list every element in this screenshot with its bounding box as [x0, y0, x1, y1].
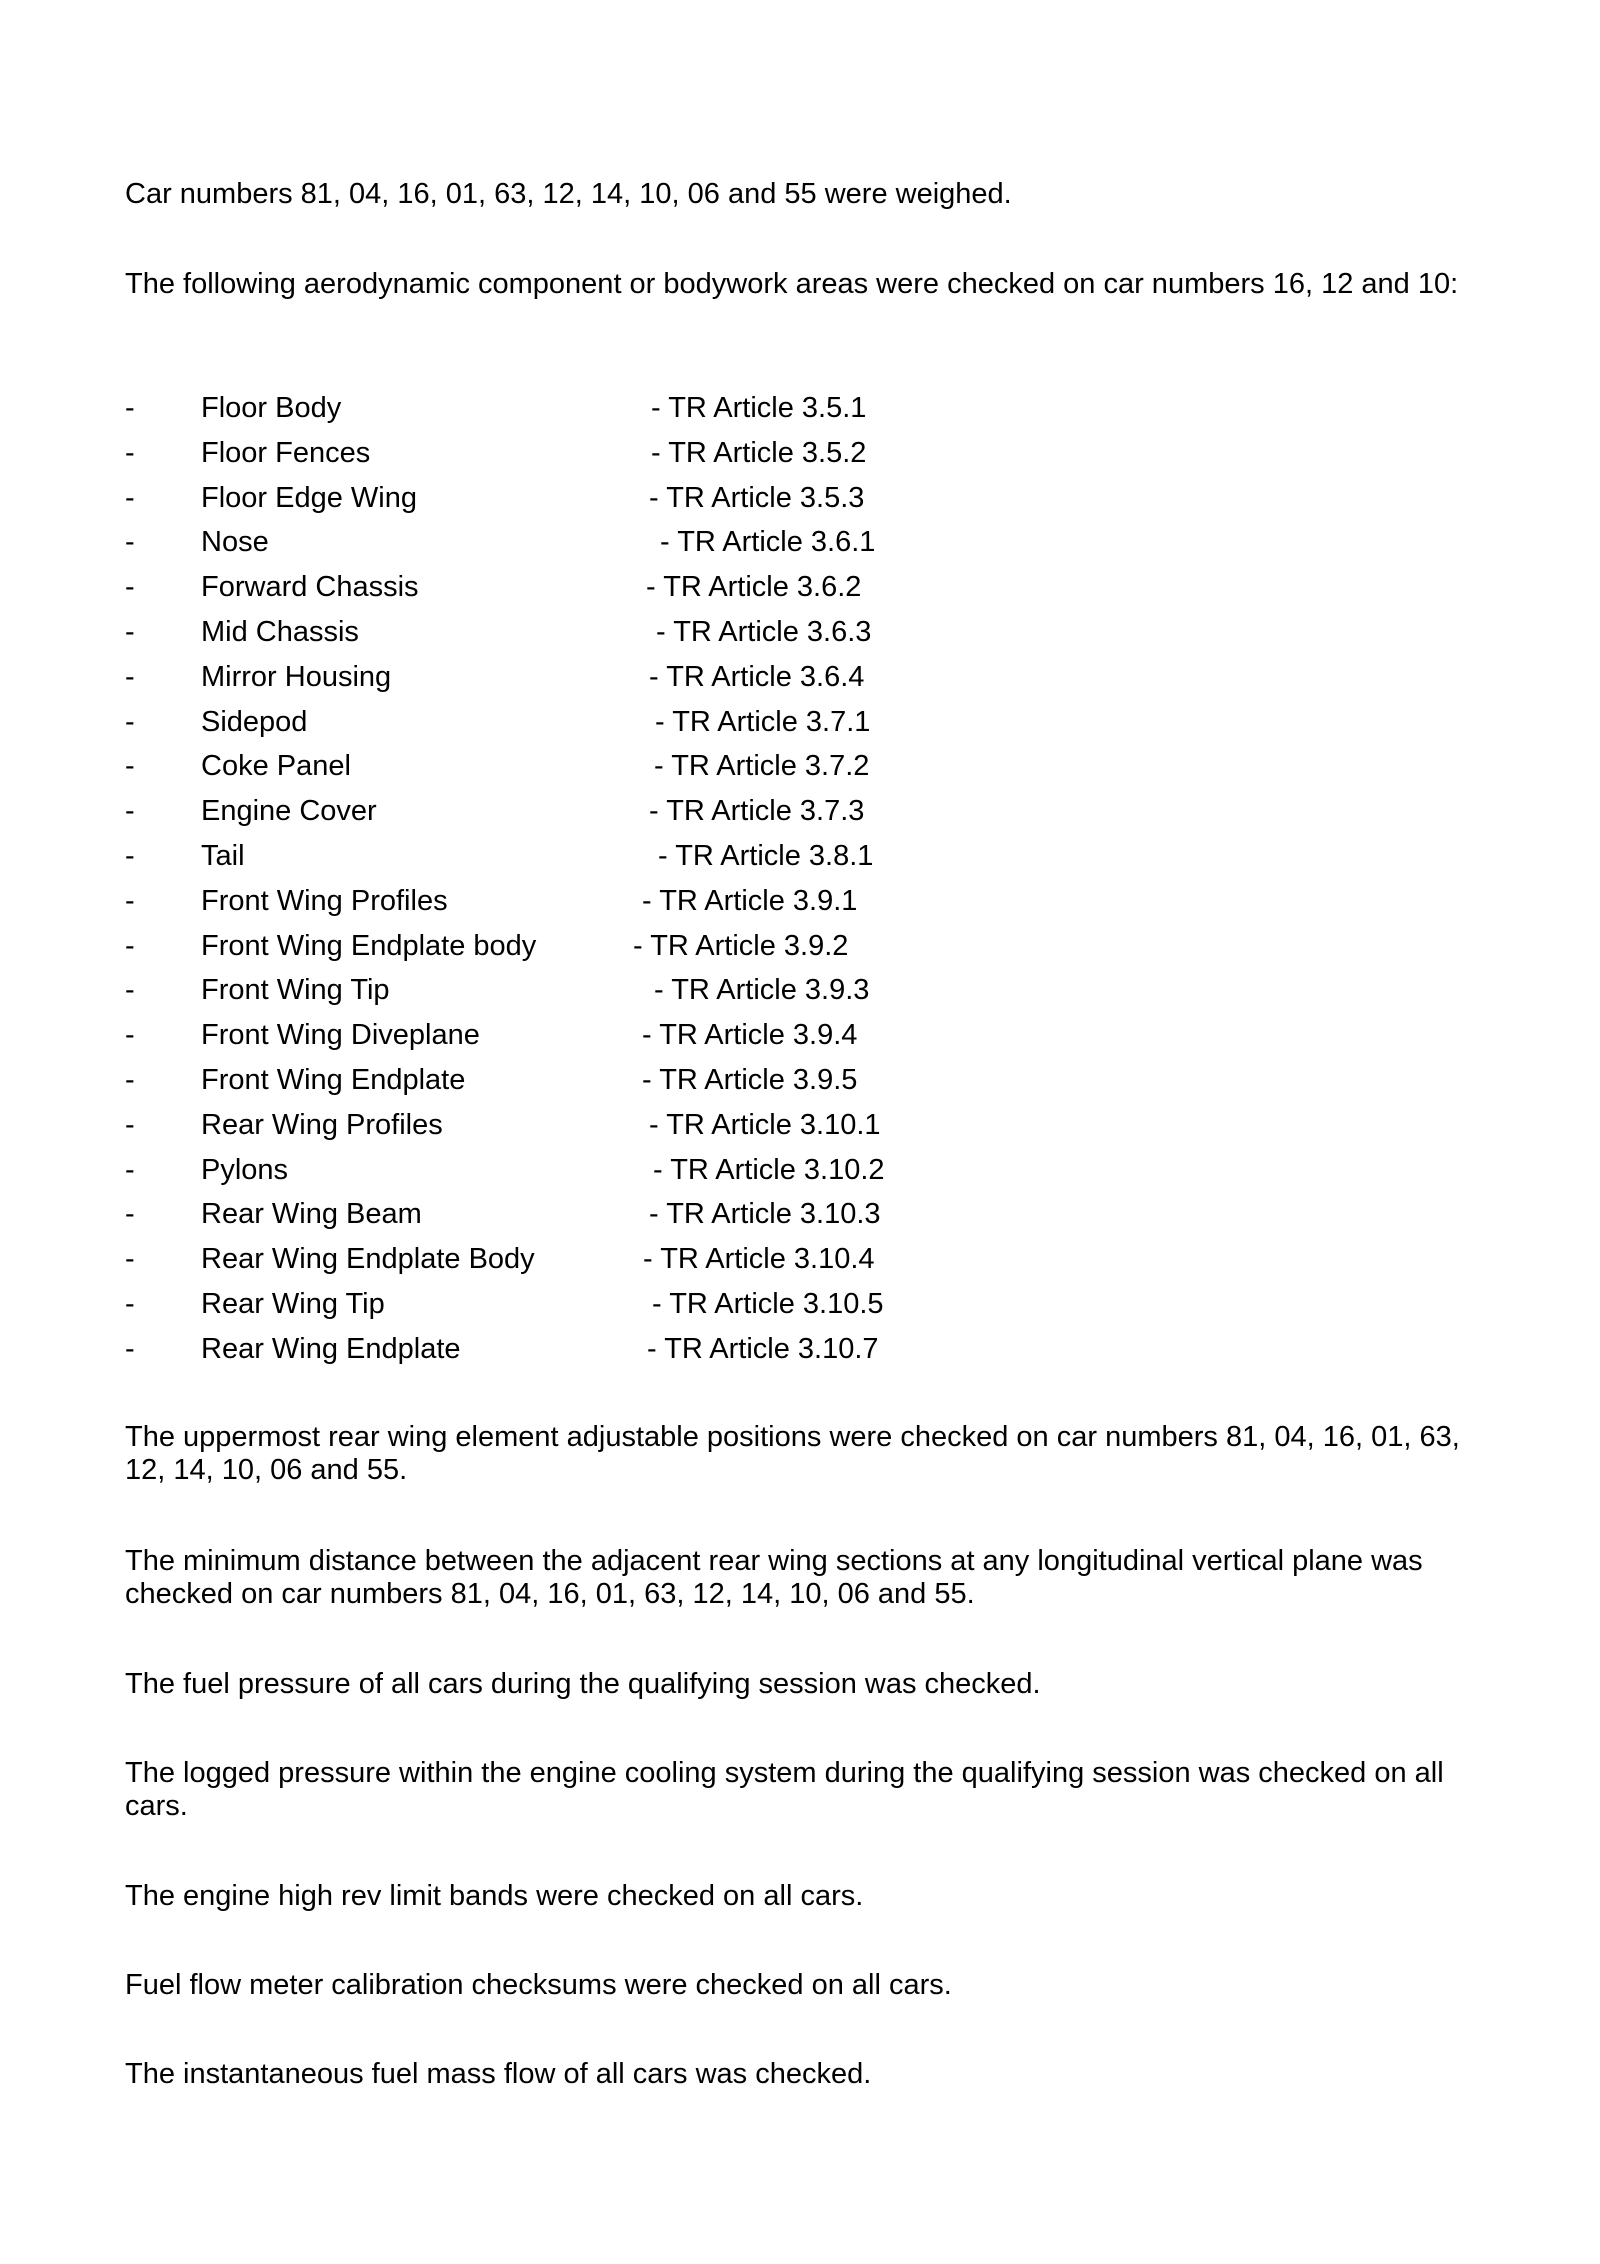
list-item — [125, 706, 1025, 751]
list-item — [125, 1243, 1025, 1288]
bullet-dash: - — [125, 615, 135, 648]
aero-component-list — [125, 392, 1025, 1378]
component-name: Rear Wing Profiles — [201, 1108, 443, 1141]
component-name: Front Wing Diveplane — [201, 1019, 480, 1052]
article-reference: - TR Article 3.5.3 — [649, 481, 865, 514]
component-name: Rear Wing Endplate — [201, 1332, 461, 1365]
component-name: Mid Chassis — [201, 615, 359, 648]
component-name: Front Wing Endplate body — [201, 929, 537, 962]
list-item — [125, 616, 1025, 661]
weighed-paragraph: Car numbers 81, 04, 16, 01, 63, 12, 14, 10, 06 and 55 were weighed. — [125, 178, 1012, 210]
component-name: Nose — [201, 526, 269, 559]
rear-wing-positions-paragraph: The uppermost rear wing element adjustable positions were checked on car numbers 81, 04, 16, 01, 63, 12, 14, 10, 06 and 55. — [125, 1421, 1460, 1486]
bullet-dash: - — [125, 750, 135, 783]
bullet-dash: - — [125, 1243, 135, 1276]
bullet-dash: - — [125, 526, 135, 559]
bullet-dash: - — [125, 1332, 135, 1365]
article-reference: - TR Article 3.10.7 — [647, 1332, 879, 1365]
fuel-mass-flow-paragraph: The instantaneous fuel mass flow of all cars was checked. — [125, 2058, 872, 2090]
list-item — [125, 840, 1025, 885]
fuel-flow-meter-paragraph: Fuel flow meter calibration checksums were checked on all cars. — [125, 1969, 952, 2001]
list-item — [125, 482, 1025, 527]
component-name: Mirror Housing — [201, 660, 392, 693]
component-name: Front Wing Endplate — [201, 1063, 466, 1096]
article-reference: - TR Article 3.10.4 — [643, 1243, 875, 1276]
component-name: Front Wing Tip — [201, 974, 390, 1007]
component-name: Floor Fences — [201, 436, 371, 469]
list-item — [125, 1064, 1025, 1109]
component-name: Tail — [201, 839, 245, 872]
component-name: Floor Edge Wing — [201, 481, 417, 514]
article-reference: - TR Article 3.7.2 — [654, 750, 870, 783]
list-item — [125, 571, 1025, 616]
bullet-dash: - — [125, 660, 135, 693]
component-name: Engine Cover — [201, 795, 377, 828]
article-reference: - TR Article 3.9.2 — [633, 929, 849, 962]
component-name: Forward Chassis — [201, 571, 419, 604]
list-item — [125, 1288, 1025, 1333]
article-reference: - TR Article 3.10.1 — [649, 1108, 881, 1141]
article-reference: - TR Article 3.9.4 — [642, 1019, 858, 1052]
component-name: Floor Body — [201, 392, 342, 424]
bullet-dash: - — [125, 1198, 135, 1231]
rear-wing-distance-paragraph: The minimum distance between the adjacent rear wing sections at any longitudinal vertical plane was checked on car numbers 81, 04, 16, 01, 63, 12, 14, 10, 06 and 55. — [125, 1545, 1423, 1610]
article-reference: - TR Article 3.5.2 — [651, 436, 867, 469]
article-reference: - TR Article 3.8.1 — [658, 839, 874, 872]
component-name: Pylons — [201, 1153, 289, 1186]
rev-limit-paragraph: The engine high rev limit bands were checked on all cars. — [125, 1880, 864, 1912]
bullet-dash: - — [125, 839, 135, 872]
bullet-dash: - — [125, 795, 135, 828]
article-reference: - TR Article 3.7.1 — [655, 705, 871, 738]
list-item — [125, 1109, 1025, 1154]
bullet-dash: - — [125, 481, 135, 514]
article-reference: - TR Article 3.9.5 — [642, 1063, 858, 1096]
article-reference: - TR Article 3.6.3 — [656, 615, 872, 648]
bullet-dash: - — [125, 1108, 135, 1141]
component-name: Front Wing Profiles — [201, 884, 448, 917]
article-reference: - TR Article 3.6.2 — [646, 571, 862, 604]
list-item — [125, 885, 1025, 930]
list-item — [125, 526, 1025, 571]
article-reference: - TR Article 3.10.3 — [649, 1198, 881, 1231]
fuel-pressure-paragraph: The fuel pressure of all cars during the qualifying session was checked. — [125, 1668, 1041, 1700]
bullet-dash: - — [125, 1287, 135, 1320]
component-name: Rear Wing Endplate Body — [201, 1243, 535, 1276]
article-reference: - TR Article 3.6.4 — [649, 660, 865, 693]
article-reference: - TR Article 3.6.1 — [660, 526, 876, 559]
list-item — [125, 1154, 1025, 1199]
bullet-dash: - — [125, 1063, 135, 1096]
aero-intro-paragraph: The following aerodynamic component or bodywork areas were checked on car numbers 16, 12 and 10: — [125, 268, 1459, 300]
list-item — [125, 930, 1025, 975]
list-item — [125, 1198, 1025, 1243]
article-reference: - TR Article 3.9.1 — [642, 884, 858, 917]
article-reference: - TR Article 3.5.1 — [651, 392, 867, 424]
list-item — [125, 1019, 1025, 1064]
article-reference: - TR Article 3.10.2 — [653, 1153, 885, 1186]
bullet-dash: - — [125, 1153, 135, 1186]
article-reference: - TR Article 3.9.3 — [654, 974, 870, 1007]
list-item — [125, 437, 1025, 482]
list-item — [125, 661, 1025, 706]
cooling-pressure-paragraph: The logged pressure within the engine cooling system during the qualifying session was checked on all cars. — [125, 1757, 1444, 1822]
component-name: Rear Wing Beam — [201, 1198, 422, 1231]
bullet-dash: - — [125, 884, 135, 917]
list-item — [125, 392, 1025, 437]
list-item — [125, 750, 1025, 795]
article-reference: - TR Article 3.10.5 — [652, 1287, 884, 1320]
component-name: Rear Wing Tip — [201, 1287, 385, 1320]
bullet-dash: - — [125, 392, 135, 424]
component-name: Sidepod — [201, 705, 308, 738]
bullet-dash: - — [125, 436, 135, 469]
component-name: Coke Panel — [201, 750, 351, 783]
list-item — [125, 1333, 1025, 1378]
article-reference: - TR Article 3.7.3 — [649, 795, 865, 828]
list-item — [125, 974, 1025, 1019]
list-item — [125, 795, 1025, 840]
bullet-dash: - — [125, 929, 135, 962]
bullet-dash: - — [125, 705, 135, 738]
bullet-dash: - — [125, 974, 135, 1007]
bullet-dash: - — [125, 1019, 135, 1052]
bullet-dash: - — [125, 571, 135, 604]
